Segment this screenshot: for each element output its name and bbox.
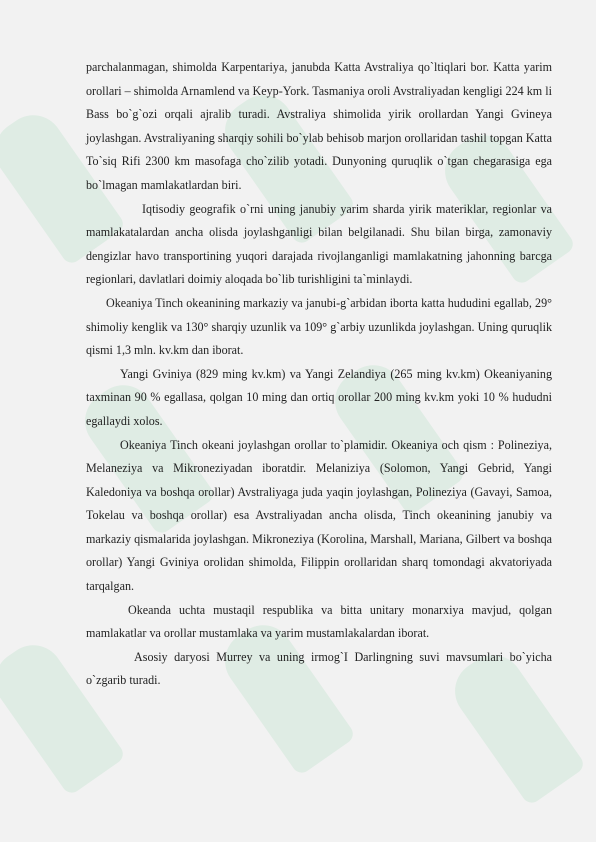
paragraph-5: Okeaniya Tinch okeani joylashgan orollar to`plamidir. Okeaniya och qism : Polineziya, Melaneziya va Mikroneziyadan iboratdir. Melaniziya (Solomon, Yangi Gebrid, Yangi Kaledoniya va boshqa orollar) Avstraliyaga juda yaqin joylashgan, Polineziya (Gavayi, Samoa, Tokelau va boshqa orollar) esa Avstraliyadan ancha olisda, Tinch okeanining janubiy va markaziy qismalarida joylashgan. Mikroneziya (Korolina, Marshall, Mariana, Gilbert va boshqa orollar) Yangi Gviniya orolidan shimolda, Filippin orollaridan sharq tomondagi akvatoriyada tarqalgan. xyxy=(86,437,552,594)
paragraph-4: Yangi Gviniya (829 ming kv.km) va Yangi Zelandiya (265 ming kv.km) Okeaniyaning taxminan 90 % egallasa, qolgan 10 ming dan ortiq orollar 200 ming kv.km yoki 10 % hududni egallaydi xolos. xyxy=(86,366,552,428)
paragraph-7: Asosiy daryosi Murrey va uning irmog`I Darlingning suvi mavsumlari bo`yicha o`zgarib turadi. xyxy=(86,649,552,688)
paragraph-3: Okeaniya Tinch okeanining markaziy va janubi-g`arbidan iborta katta hududini egallab, 29° shimoliy kenglik va 130° sharqiy uzunlik va 109° g`arbiy uzunlikda joylashgan. Uning quruqlik qismi 1,3 mln. kv.km dan iborat. xyxy=(86,295,552,358)
paragraph-2: Iqtisodiy geografik o`rni uning janubiy yarim sharda yirik materiklar, regionlar va mamlakatalardan ancha olisda joylashganligi bilan belgilanadi. Shu bilan birga, zamonaviy dengizlar havo transportining yuqori darajada rivojlanganligi mamlakatning jahonning barcga regionlari, davlatlari doimiy aloqada bo`lib turishligini ta`minlaydi. xyxy=(86,201,552,287)
paragraph-6: Okeanda uchta mustaqil respublika va bitta unitary monarxiya mavjud, qolgan mamlakatlar va orollar mustamlaka va yarim mustamlakalardan iborat. xyxy=(86,602,552,641)
document-page xyxy=(86,56,552,693)
paragraph-1: parchalanmagan, shimolda Karpentariya, janubda Katta Avstraliya qo`ltiqlari bor. Katta yarim orollari – shimolda Arnamlend va Keyp-York. Tasmaniya oroli Avstraliyadan kengligi 224 km li Bass bo`g`ozi orqali ajralib turadi. Avstraliya shimolida yirik orollardan Yangi Gvineya joylashgan. Avstraliyaning sharqiy sohili bo`ylab behisob marjon orollaridan tashil topgan Katta To`siq Rifi 2300 km masofaga cho`zilib yotadi. Dunyoning quruqlik o`tgan chegarasiga ega bo`lmagan mamlakatlardan biri. xyxy=(86,60,552,192)
